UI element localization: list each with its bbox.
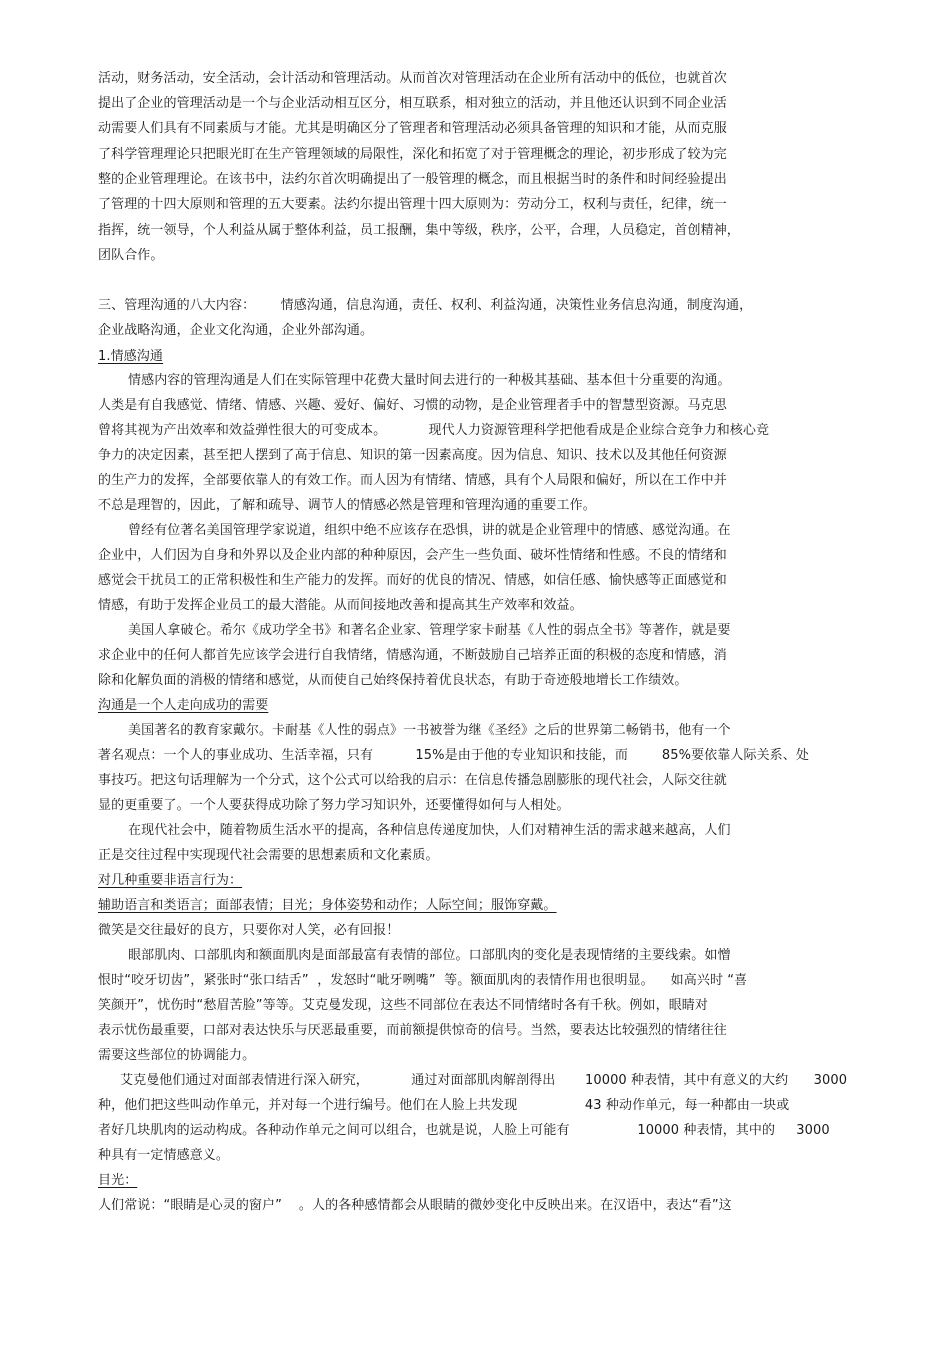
text-line: 微笑是交往最好的良方，只要你对人笑，必有回报！ — [98, 923, 400, 938]
paragraph-line: 艾克曼他们通过对面部表情进行深入研究， 通过对面部肌肉解剖得出 10000 种表情，其中有意义的大约 3000 — [120, 1073, 848, 1088]
text-line: 除和化解负面的消极的情绪和感觉，从而使自己始终保持着优良状态，有助于奇迹般地增长工作绩效。 — [98, 673, 688, 688]
text-line: 争力的决定因素，甚至把人摆到了高于信息、知识的第一因素高度。因为信息、知识、技术以及其他任何资源 — [98, 448, 727, 463]
text-line: 人们常说：“眼睛是心灵的窗户” 。人的各种感情都会从眼睛的微妙变化中反映出来。在汉语中，表达“看”这 — [98, 1198, 732, 1213]
text-line: 正是交往过程中实现现代社会需要的思想素质和文化素质。 — [98, 848, 439, 863]
text-line: 需要这些部位的协调能力。 — [98, 1048, 256, 1063]
text-line: 指挥，统一领导，个人利益从属于整体利益，员工报酬，集中等级，秩序，公平，合理，人员稳定，首创精神， — [98, 223, 740, 238]
text-line: 恨时“咬牙切齿”，紧张时“张口结舌” ，发怒时“呲牙咧嘴” 等。额面肌肉的表情作用也很明显。 如高兴时 “喜 — [98, 973, 748, 988]
paragraph-line: 美国人拿破仑。希尔《成功学全书》和著名企业家、管理学家卡耐基《人性的弱点全书》等著作，就是要 — [128, 623, 731, 638]
text-line: 动需要人们具有不同素质与才能。尤其是明确区分了管理者和管理活动必须具备管理的知识和才能，从而克服 — [98, 121, 727, 136]
text-line: 了科学管理理论只把眼光盯在生产管理领域的局限性，深化和拓宽了对于管理概念的理论，初步形成了较为完 — [98, 147, 727, 162]
text-line: 企业中，人们因为自身和外界以及企业内部的种种原因，会产生一些负面、破坏性情绪和性感。不良的情绪和 — [98, 548, 727, 563]
paragraph-line: 曾经有位著名美国管理学家说道，组织中绝不应该存在恐惧，讲的就是企业管理中的情感、感觉沟通。在 — [128, 523, 731, 538]
section-heading: 三、管理沟通的八大内容： 情感沟通，信息沟通，责任、权利、利益沟通，决策性业务信息沟通，制度沟通， — [98, 298, 753, 313]
paragraph-line: 情感内容的管理沟通是人们在实际管理中花费大量时间去进行的一种极其基础、基本但十分重要的沟通。 — [128, 373, 731, 388]
text-line: 团队合作。 — [98, 248, 164, 263]
text-line: 种，他们把这些叫动作单元，并对每一个进行编号。他们在人脸上共发现 43 种动作单元，每一种都由一块或 — [98, 1098, 790, 1113]
text-line: 活动，财务活动，安全活动，会计活动和管理活动。从而首次对管理活动在企业所有活动中的低位，也就首次 — [98, 71, 727, 86]
paragraph-line: 在现代社会中，随着物质生活水平的提高，各种信息传递度加快，人们对精神生活的需求越来越高，人们 — [128, 823, 731, 838]
text-line: 种具有一定情感意义。 — [98, 1148, 230, 1163]
text-line: 表示忧伤最重要，口部对表达快乐与厌恶最重要，而前额提供惊奇的信号。当然，要表达比较强烈的情绪往往 — [98, 1023, 727, 1038]
text-line: 不总是理智的，因此，了解和疏导、调节人的情感必然是管理和管理沟通的重要工作。 — [98, 498, 596, 513]
text-line: 笑颜开”，忧伤时“愁眉苦脸”等等。艾克曼发现，这些不同部位在表达不同情绪时各有千秋。例如，眼睛对 — [98, 998, 709, 1013]
text-line: 求企业中的任何人都首先应该学会进行自我情绪，情感沟通，不断鼓励自己培养正面的积极的态度和情感，消 — [98, 648, 727, 663]
text-line: 情感，有助于发挥企业员工的最大潜能。从而间接地改善和提高其生产效率和效益。 — [98, 598, 583, 613]
subheading-gaze: 目光： — [98, 1173, 138, 1188]
text-line: 显的更重要了。一个人要获得成功除了努力学习知识外，还要懂得如何与人相处。 — [98, 798, 570, 813]
text-line: 感觉会干扰员工的正常积极性和生产能力的发挥。而好的优良的情况、情感，如信任感、愉快感等正面感觉和 — [98, 573, 727, 588]
text-line: 了管理的十四大原则和管理的五大要素。法约尔提出管理十四大原则为：劳动分工，权利与责任，纪律，统一 — [98, 197, 727, 212]
nonverbal-list: 辅助语言和类语言；面部表情；目光；身体姿势和动作；人际空间；服饰穿戴。 — [98, 898, 557, 913]
paragraph-line: 美国著名的教育家戴尔。卡耐基《人性的弱点》一书被誉为继《圣经》之后的世界第二畅销书，他有一个 — [128, 723, 731, 738]
text-line: 人类是有自我感觉、情绪、情感、兴趣、爱好、偏好、习惯的动物，是企业管理者手中的智慧型资源。马克思 — [98, 398, 727, 413]
text-line: 著名观点：一个人的事业成功、生活幸福，只有 15%是由于他的专业知识和技能，而 85%要依靠人际关系、处 — [98, 748, 809, 763]
text-line: 提出了企业的管理活动是一个与企业活动相互区分，相互联系，相对独立的活动，并且他还认识到不同企业活 — [98, 96, 727, 111]
subheading-emotional-communication: 1.情感沟通 — [98, 349, 164, 364]
text-line: 事技巧。把这句话理解为一个分式，这个公式可以给我的启示：在信息传播急剧膨胀的现代社会，人际交往就 — [98, 773, 727, 788]
text-line: 企业战略沟通，企业文化沟通，企业外部沟通。 — [98, 323, 374, 338]
text-line: 曾将其视为产出效率和效益弹性很大的可变成本。 现代人力资源管理科学把他看成是企业综合竞争力和核心竞 — [98, 423, 770, 438]
text-line: 整的企业管理理论。在该书中，法约尔首次明确提出了一般管理的概念，而且根据当时的条件和时间经验提出 — [98, 172, 727, 187]
text-line: 的生产力的发挥，全部要依靠人的有效工作。而人因为有情绪、情感，具有个人局限和偏好，所以在工作中并 — [98, 473, 727, 488]
subheading-nonverbal: 对几种重要非语言行为： — [98, 873, 243, 888]
paragraph-line: 眼部肌肉、口部肌肉和额面肌肉是面部最富有表情的部位。口部肌肉的变化是表现情绪的主要线索。如憎 — [128, 948, 731, 963]
subheading-communication-success: 沟通是一个人走向成功的需要 — [98, 698, 269, 713]
text-line: 者好几块肌肉的运动构成。各种动作单元之间可以组合，也就是说，人脸上可能有 10000 种表情，其中的 3000 — [98, 1123, 830, 1138]
